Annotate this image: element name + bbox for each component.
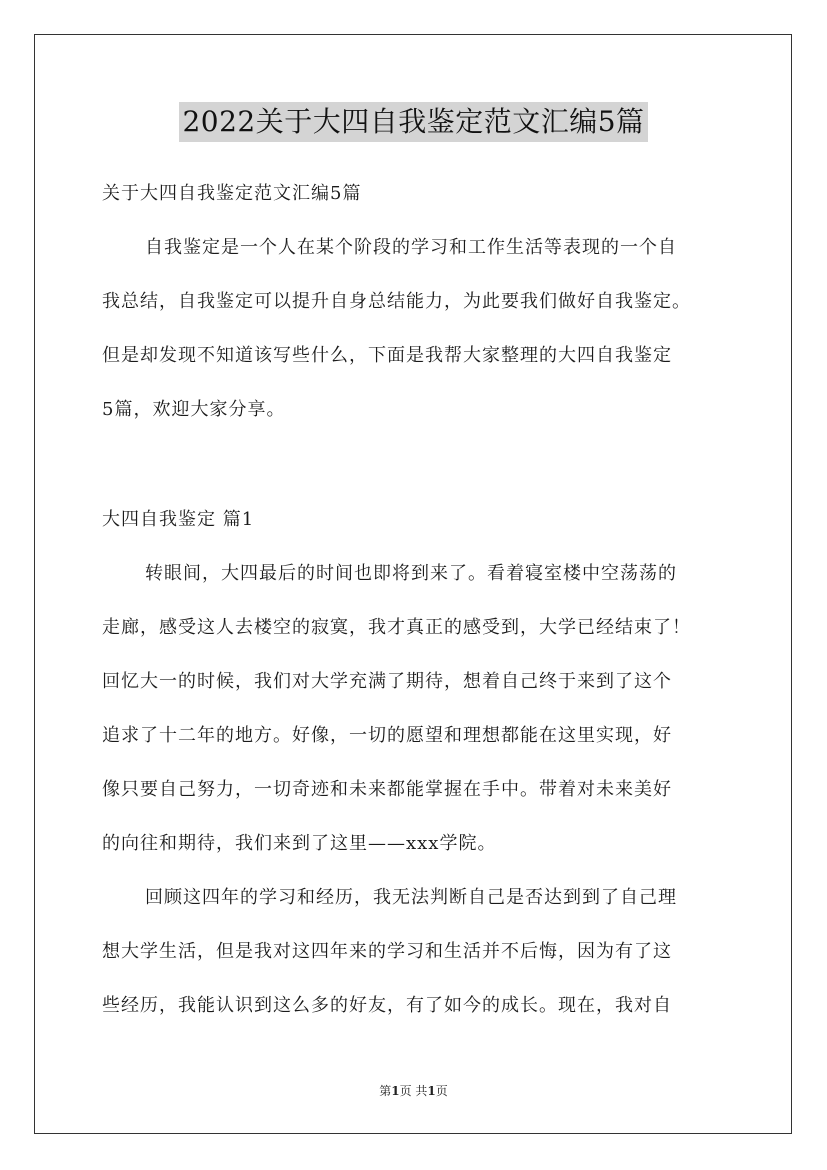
title-container — [0, 102, 827, 142]
paragraph-line: 的向往和期待，我们来到了这里——xxx学院。 — [102, 833, 497, 854]
paragraph-line: 回顾这四年的学习和经历，我无法判断自己是否达到到了自己理 — [145, 887, 677, 908]
footer-page-total: 1 — [427, 1084, 436, 1098]
page-footer — [0, 1083, 827, 1099]
intro-line: 但是却发现不知道该写些什么，下面是我帮大家整理的大四自我鉴定 — [102, 345, 672, 366]
intro-line: 自我鉴定是一个人在某个阶段的学习和工作生活等表现的一个自 — [145, 237, 677, 258]
section-heading: 大四自我鉴定 篇1 — [102, 509, 255, 530]
paragraph-line: 像只要自己努力，一切奇迹和未来都能掌握在手中。带着对未来美好 — [102, 779, 672, 800]
document-subtitle: 关于大四自我鉴定范文汇编5篇 — [102, 183, 362, 204]
intro-line: 我总结，自我鉴定可以提升自身总结能力，为此要我们做好自我鉴定。 — [102, 291, 691, 312]
paragraph-line: 回忆大一的时候，我们对大学充满了期待，想着自己终于来到了这个 — [102, 671, 672, 692]
footer-page-prefix: 第 — [379, 1084, 392, 1098]
paragraph-line: 想大学生活，但是我对这四年来的学习和生活并不后悔，因为有了这 — [102, 941, 672, 962]
intro-line: 5篇，欢迎大家分享。 — [102, 399, 286, 420]
paragraph-line: 走廊，感受这人去楼空的寂寞，我才真正的感受到，大学已经结束了！ — [102, 617, 691, 638]
footer-page-mid: 页 共 — [399, 1084, 428, 1098]
document-title: 2022关于大四自我鉴定范文汇编5篇 — [179, 102, 647, 142]
paragraph-line: 追求了十二年的地方。好像，一切的愿望和理想都能在这里实现，好 — [102, 725, 672, 746]
footer-page-suffix: 页 — [435, 1084, 448, 1098]
paragraph-line: 些经历，我能认识到这么多的好友，有了如今的成长。现在，我对自 — [102, 995, 672, 1016]
paragraph-line: 转眼间，大四最后的时间也即将到来了。看着寝室楼中空荡荡的 — [145, 563, 677, 584]
footer-page-number: 1 — [391, 1084, 400, 1098]
